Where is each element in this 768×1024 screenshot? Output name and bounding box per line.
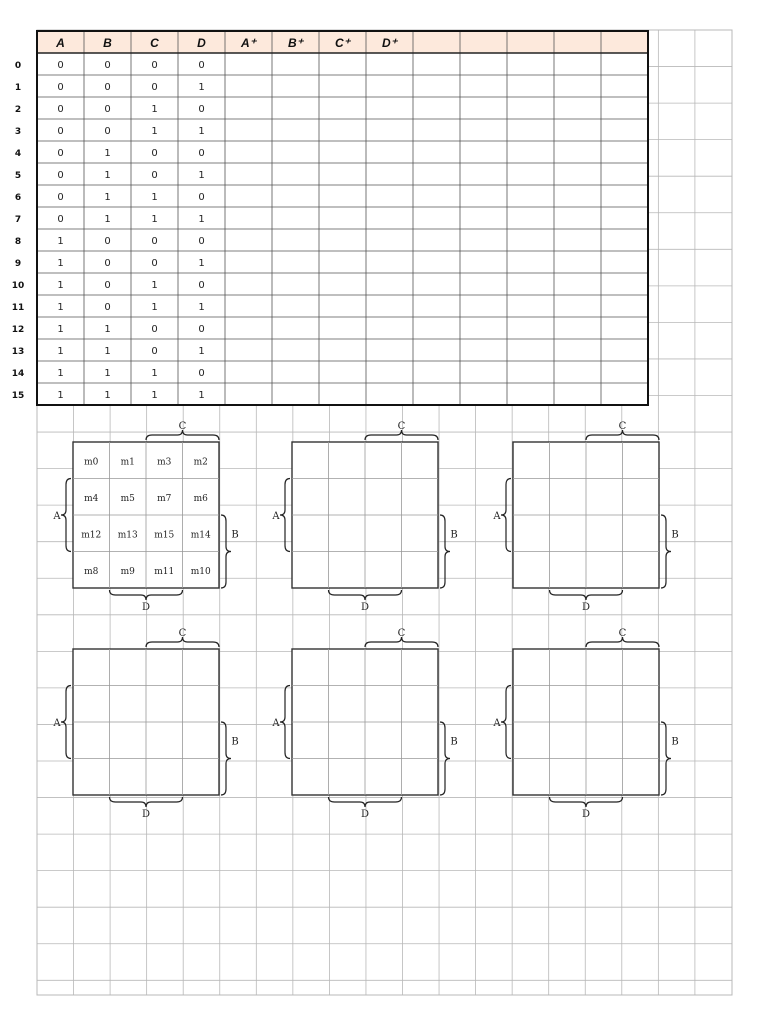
brace — [280, 686, 290, 759]
brace — [280, 479, 290, 552]
table-cell-value: 0 — [198, 60, 205, 71]
table-cell-value: 0 — [57, 126, 64, 137]
table-cell-value: 1 — [151, 390, 158, 401]
table-cell-value: 1 — [104, 368, 111, 379]
brace — [221, 722, 231, 795]
table-cell-value: 0 — [151, 82, 158, 93]
kmap-label-b: B — [231, 529, 239, 541]
column-header-1: B — [103, 36, 112, 50]
row-index-label: 15 — [11, 391, 25, 401]
table-background — [37, 31, 648, 405]
table-cell-value: 1 — [57, 346, 64, 357]
kmap-minterm-label: m11 — [154, 566, 175, 577]
kmap-label-c: C — [397, 421, 406, 432]
table-cell-value: 1 — [151, 214, 158, 225]
table-cell-value: 0 — [198, 368, 205, 379]
row-index-label: 9 — [14, 259, 22, 269]
kmap-label-d: D — [360, 809, 370, 820]
table-cell-value: 0 — [57, 170, 64, 181]
column-header-4: A⁺ — [241, 36, 256, 50]
table-cell-value: 0 — [104, 126, 111, 137]
brace — [110, 590, 183, 600]
brace — [501, 686, 511, 759]
table-cell-value: 1 — [104, 324, 111, 335]
kmap-label-a: A — [493, 718, 501, 729]
brace — [501, 479, 511, 552]
table-cell-value: 1 — [151, 192, 158, 203]
kmap-label-d: D — [581, 809, 591, 820]
row-index-label: 10 — [11, 281, 25, 291]
kmap-minterm-label: m12 — [81, 530, 102, 541]
table-cell-value: 0 — [57, 82, 64, 93]
kmap-0 — [52, 421, 238, 613]
kmap-minterm-label: m5 — [120, 493, 135, 504]
brace — [61, 686, 71, 759]
kmap-label-c: C — [618, 628, 627, 639]
kmap-label-d: D — [360, 602, 370, 613]
row-index-label: 11 — [11, 303, 25, 313]
kmap-label-c: C — [397, 628, 406, 639]
kmap-1 — [271, 421, 457, 613]
table-cell-value: 0 — [57, 148, 64, 159]
kmap-label-b: B — [450, 736, 458, 748]
column-header-5: B⁺ — [288, 36, 303, 50]
table-cell-value: 0 — [104, 236, 111, 247]
table-cell-value: 1 — [151, 302, 158, 313]
kmap-label-d: D — [141, 809, 151, 820]
kmap-minterm-label: m3 — [157, 457, 172, 468]
table-cell-value: 0 — [104, 258, 111, 269]
table-cell-value: 0 — [198, 324, 205, 335]
table-cell-value: 1 — [198, 302, 205, 313]
kmap-minterm-label: m7 — [157, 493, 172, 504]
table-cell-value: 1 — [57, 390, 64, 401]
kmap-minterm-label: m0 — [84, 457, 99, 468]
kmap-label-a: A — [493, 511, 501, 522]
table-cell-value: 1 — [151, 368, 158, 379]
brace — [221, 515, 231, 588]
column-header-6: C⁺ — [335, 36, 350, 50]
kmap-label-c: C — [178, 421, 187, 432]
truth-table — [12, 31, 648, 405]
table-cell-value: 1 — [57, 236, 64, 247]
kmap-label-a: A — [272, 718, 280, 729]
table-cell-value: 1 — [57, 368, 64, 379]
brace — [550, 797, 623, 807]
table-cell-value: 1 — [104, 346, 111, 357]
table-cell-value: 1 — [151, 280, 158, 291]
row-index-label: 5 — [14, 171, 22, 181]
kmap-label-c: C — [178, 628, 187, 639]
table-cell-value: 0 — [104, 104, 111, 115]
brace — [550, 590, 623, 600]
brace — [329, 590, 402, 600]
row-index-label: 2 — [14, 105, 22, 115]
table-cell-value: 1 — [198, 214, 205, 225]
table-cell-value: 0 — [198, 236, 205, 247]
kmap-label-a: A — [53, 511, 61, 522]
row-index-label: 12 — [11, 325, 25, 335]
table-cell-value: 0 — [104, 82, 111, 93]
row-index-label: 14 — [11, 369, 25, 379]
table-cell-value: 0 — [198, 148, 205, 159]
table-cell-value: 0 — [198, 104, 205, 115]
table-cell-value: 1 — [198, 126, 205, 137]
table-cell-value: 1 — [104, 148, 111, 159]
kmap-minterm-label: m6 — [193, 493, 208, 504]
table-cell-value: 0 — [104, 302, 111, 313]
table-cell-value: 1 — [57, 258, 64, 269]
table-cell-value: 1 — [198, 258, 205, 269]
kmap-3 — [52, 628, 238, 820]
kmap-minterm-label: m10 — [190, 566, 211, 577]
kmap-label-c: C — [618, 421, 627, 432]
row-index-label: 0 — [14, 61, 22, 71]
column-header-0: A — [56, 36, 65, 50]
row-index-label: 13 — [11, 347, 25, 357]
table-cell-value: 1 — [151, 126, 158, 137]
kmap-label-a: A — [53, 718, 61, 729]
brace — [440, 722, 450, 795]
table-cell-value: 0 — [151, 60, 158, 71]
kmap-label-d: D — [141, 602, 151, 613]
kmap-minterm-label: m2 — [193, 457, 208, 468]
row-index-label: 4 — [14, 149, 22, 159]
table-cell-value: 0 — [104, 280, 111, 291]
table-cell-value: 0 — [198, 192, 205, 203]
kmap-minterm-label: m4 — [84, 493, 99, 504]
kmap-minterm-label: m13 — [117, 530, 138, 541]
row-index-label: 6 — [14, 193, 22, 203]
kmap-label-d: D — [581, 602, 591, 613]
column-header-2: C — [150, 36, 159, 50]
kmap-minterm-label: m1 — [120, 457, 135, 468]
kmap-label-b: B — [671, 529, 679, 541]
table-cell-value: 1 — [57, 280, 64, 291]
kmap-4 — [271, 628, 457, 820]
table-cell-value: 0 — [151, 236, 158, 247]
table-cell-value: 1 — [151, 104, 158, 115]
brace — [329, 797, 402, 807]
brace — [440, 515, 450, 588]
kmap-minterm-label: m8 — [84, 566, 99, 577]
table-cell-value: 1 — [104, 390, 111, 401]
kmap-minterm-label: m9 — [120, 566, 135, 577]
kmap-label-b: B — [671, 736, 679, 748]
column-header-7: D⁺ — [382, 36, 397, 50]
brace — [661, 515, 671, 588]
kmap-label-a: A — [272, 511, 280, 522]
table-cell-value: 1 — [104, 192, 111, 203]
table-cell-value: 0 — [151, 258, 158, 269]
table-cell-value: 0 — [151, 148, 158, 159]
brace — [61, 479, 71, 552]
column-header-3: D — [197, 36, 206, 50]
row-index-label: 3 — [14, 127, 22, 137]
table-cell-value: 1 — [57, 324, 64, 335]
row-index-label: 8 — [14, 237, 22, 247]
kmap-minterm-label: m14 — [190, 530, 211, 541]
table-cell-value: 0 — [57, 192, 64, 203]
table-cell-value: 0 — [57, 60, 64, 71]
brace — [110, 797, 183, 807]
table-cell-value: 0 — [151, 346, 158, 357]
table-cell-value: 0 — [198, 280, 205, 291]
table-cell-value: 0 — [57, 104, 64, 115]
table-cell-value: 1 — [198, 346, 205, 357]
table-cell-value: 1 — [104, 214, 111, 225]
table-cell-value: 1 — [198, 82, 205, 93]
kmap-5 — [492, 628, 678, 820]
kmap-2 — [492, 421, 678, 613]
row-index-label: 1 — [14, 83, 22, 93]
brace — [661, 722, 671, 795]
table-cell-value: 0 — [151, 324, 158, 335]
table-cell-value: 1 — [104, 170, 111, 181]
kmap-label-b: B — [231, 736, 239, 748]
table-cell-value: 1 — [198, 390, 205, 401]
table-cell-value: 0 — [104, 60, 111, 71]
table-cell-value: 0 — [57, 214, 64, 225]
kmap-label-b: B — [450, 529, 458, 541]
kmap-minterm-label: m15 — [154, 530, 175, 541]
table-cell-value: 1 — [198, 170, 205, 181]
table-cell-value: 0 — [151, 170, 158, 181]
table-cell-value: 1 — [57, 302, 64, 313]
row-index-label: 7 — [14, 215, 22, 225]
